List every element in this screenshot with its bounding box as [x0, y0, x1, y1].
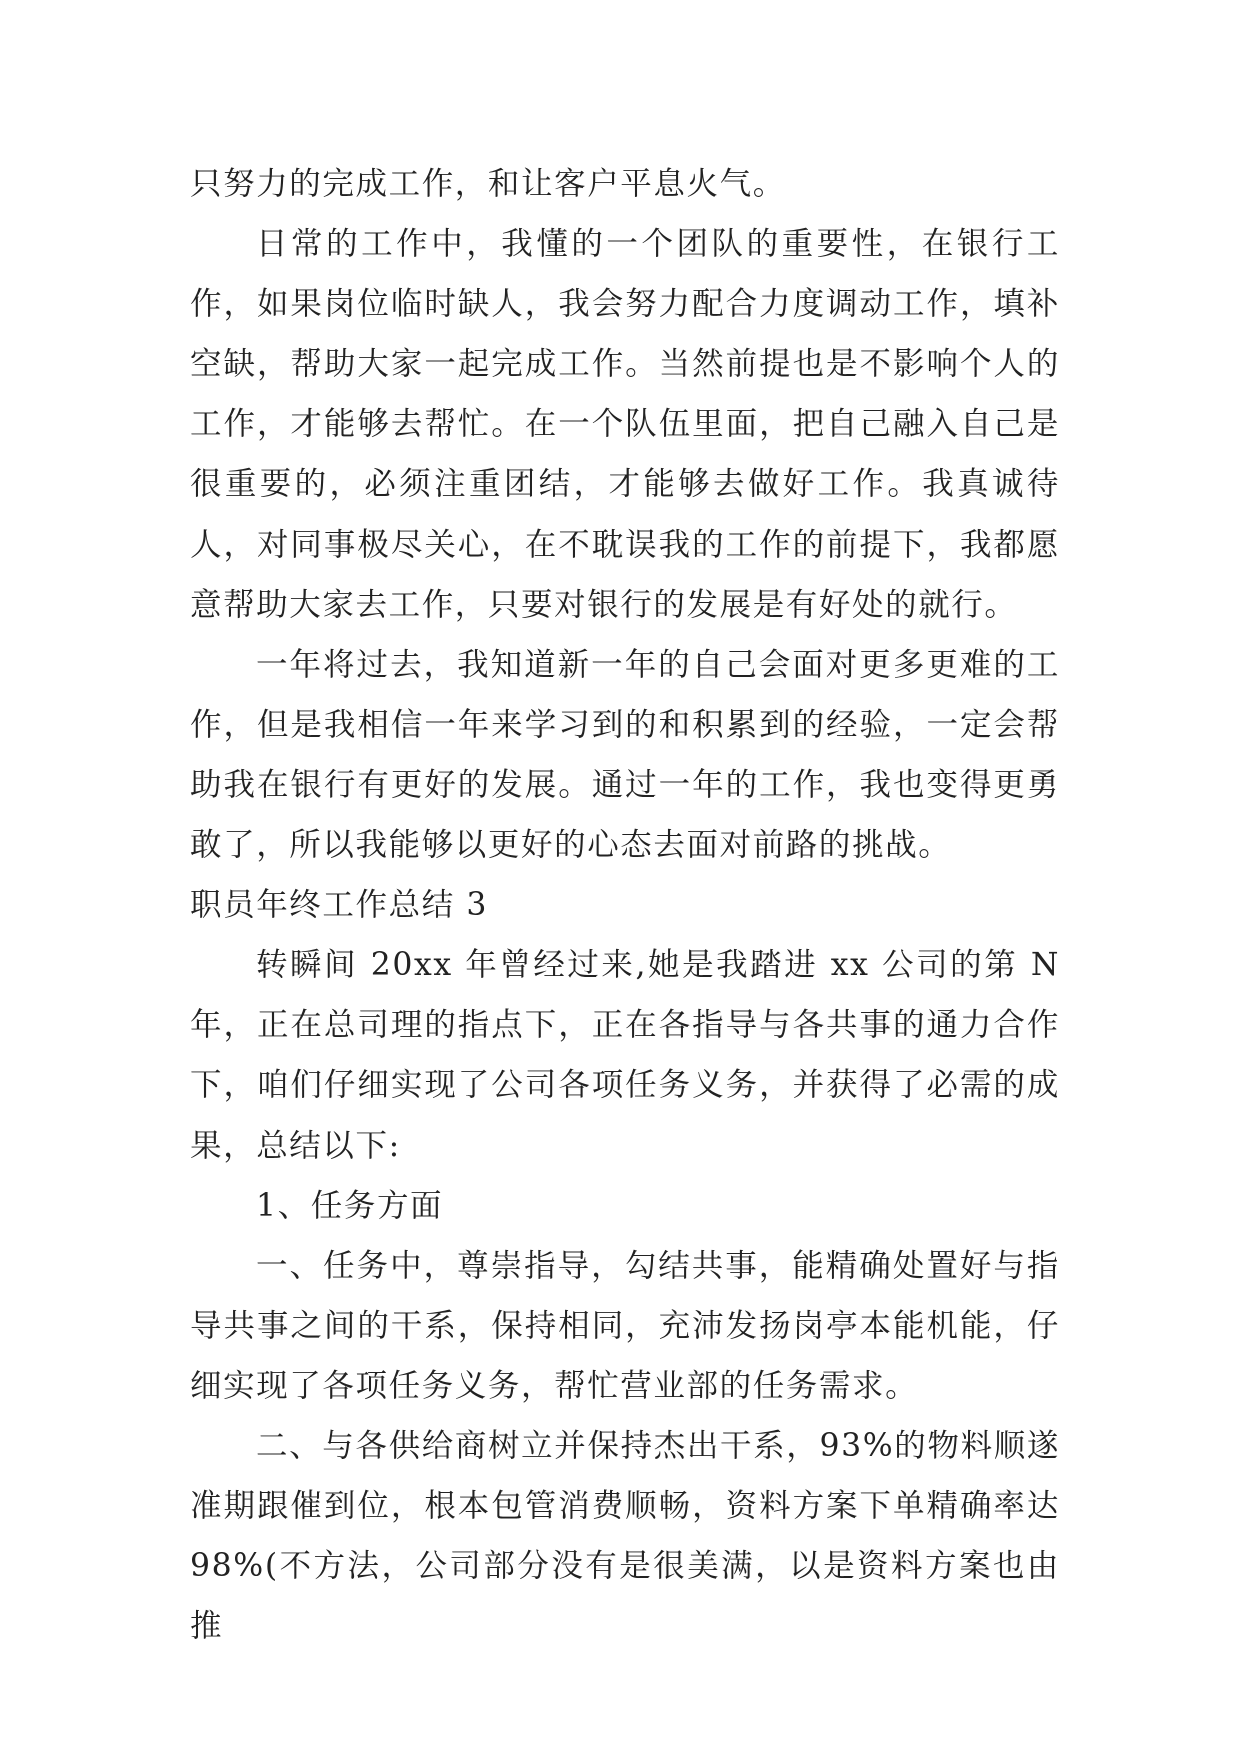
document-body [190, 154, 1060, 1656]
paragraph-continuation: 只努力的完成工作，和让客户平息火气。 [190, 166, 786, 202]
paragraph-item-two: 二、与各供给商树立并保持杰出干系，93%的物料顺遂准期跟催到位，根本包管消费顺畅，资料方案下单精确率达98%(不方法，公司部分没有是很美满，以是资料方案也由推 [190, 1427, 1060, 1645]
section-heading: 职员年终工作总结 3 [190, 887, 489, 924]
paragraph-intro: 转瞬间 20xx 年曾经过来,她是我踏进 xx 公司的第 N 年，正在总司理的指点下，正在各指导与各共事的通力合作下，咱们仔细实现了公司各项任务义务，并获得了必需的成果，总结以下: [190, 947, 1060, 1164]
paragraph-item-one: 一、任务中，尊崇指导，勾结共事，能精确处置好与指导共事之间的干系，保持相同，充沛发扬岗亭本能机能，仔细实现了各项任务义务，帮忙营业部的任务需求。 [190, 1247, 1060, 1404]
subsection-heading: 1、任务方面 [256, 1187, 444, 1224]
paragraph-teamwork: 日常的工作中，我懂的一个团队的重要性，在银行工作，如果岗位临时缺人，我会努力配合力度调动工作，填补空缺，帮助大家一起完成工作。当然前提也是不影响个人的工作，才能够去帮忙。在一个队伍里面，把自己融入自己是很重要的，必须注重团结，才能够去做好工作。我真诚待人，对同事极尽关心，在不耽误我的工作的前提下，我都愿意帮助大家去工作，只要对银行的发展是有好处的就行。 [190, 226, 1060, 623]
paragraph-outlook: 一年将过去，我知道新一年的自己会面对更多更难的工作，但是我相信一年来学习到的和积累到的经验，一定会帮助我在银行有更好的发展。通过一年的工作，我也变得更勇敢了，所以我能够以更好的心态去面对前路的挑战。 [190, 646, 1060, 864]
